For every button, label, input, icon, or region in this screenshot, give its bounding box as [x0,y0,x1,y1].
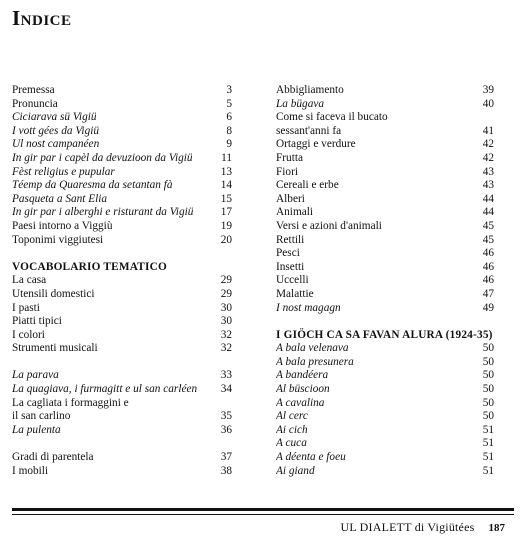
toc-entry-title: Uccelli [276,274,309,287]
toc-entry-page: 44 [482,206,494,219]
toc-entry-page: 32 [220,328,232,341]
toc-entry-title: Paesi intorno a Viggiù [12,219,113,232]
toc-entry-page: 6 [226,111,232,124]
toc-entry-title: Al cerc [276,410,308,423]
toc-entry-page: 40 [482,97,494,110]
footer-rule-thin [12,514,514,515]
toc-entry-title: Pasqueta a Sant Elia [12,192,108,205]
toc-entry-title: I mobili [12,464,49,477]
toc-entry-page: 9 [226,138,232,151]
toc-entry [12,166,232,180]
toc-entry [276,111,494,125]
toc-entry [12,98,232,112]
toc-entry-page: 38 [220,464,232,477]
toc-entry-title: Alberi [276,192,305,205]
toc-entry [276,166,494,180]
toc-entry-page: 41 [482,124,494,137]
toc-entry-page: 20 [220,233,232,246]
toc-entry-page: 43 [482,165,494,178]
toc-entry-title: I pasti [12,301,40,314]
toc-entry [276,410,494,424]
toc-entry [276,451,494,465]
toc-entry [276,247,494,261]
toc-entry-page: 39 [482,84,494,96]
toc-entry [276,98,494,112]
toc-entry-title: Ciciarava sü Vigiü [12,111,97,124]
toc-entry-title: Ai cich [276,423,308,436]
toc-entry-title: Insetti [276,260,305,273]
toc-entry-page: 50 [482,369,494,382]
toc-entry-page: 29 [220,274,232,287]
toc-entry-page: 3 [226,84,232,96]
toc-entry [276,465,494,479]
toc-entry-title: La bügava [276,97,325,110]
toc-entry-title: La pulenta [12,423,61,436]
toc-entry-title: Abbigliamento [276,84,344,96]
toc-entry-title: sessant'anni fa [276,124,342,137]
toc-entry [12,451,232,465]
toc-entry [276,206,494,220]
toc-entry [12,397,232,411]
toc-entry [12,329,232,343]
toc-entry [12,302,232,316]
toc-entry-title: Frutta [276,151,303,164]
toc-entry [12,342,232,356]
toc-entry-page: 8 [226,124,232,137]
toc-entry-page: 50 [482,355,494,368]
toc-entry-title: I nost magagn [276,301,341,314]
toc-entry [276,369,494,383]
toc-entry-title: Fiori [276,165,298,178]
toc-entry-title: La quagiava, i furmagitt e ul san carléen [12,383,198,396]
toc-entry-page: 51 [482,437,494,450]
toc-entry-page: 45 [482,233,494,246]
toc-entry-title: A bala velenava [276,342,349,355]
toc-spacer [12,437,232,451]
toc-entry [276,302,494,316]
toc-entry-page: 30 [220,301,232,314]
toc-entry-title: A bala presunera [276,355,354,368]
toc-entry [12,138,232,152]
toc-entry [276,261,494,275]
toc-entry [12,193,232,207]
toc-entry-title: Strumenti musicali [12,342,98,355]
toc-entry [276,84,494,98]
toc-entry-page: 51 [482,423,494,436]
toc-entry-page: 15 [220,192,232,205]
toc-entry [12,125,232,139]
toc-spacer [12,356,232,370]
toc-left-column [12,84,232,478]
page-footer [341,520,505,535]
toc-entry [276,342,494,356]
toc-entry-page: 32 [220,342,232,355]
toc-entry-page: 43 [482,179,494,192]
toc-entry-title: Gradi di parentela [12,451,94,464]
toc-entry [12,111,232,125]
toc-entry [12,424,232,438]
toc-entry [12,234,232,248]
toc-entry-title: Ai giand [276,464,315,477]
toc-entry-page: 51 [482,451,494,464]
toc-entry-page: 34 [220,383,232,396]
toc-entry-page: 37 [220,451,232,464]
toc-entry [276,356,494,370]
footer-rule-thick [12,508,514,511]
toc-entry-title: Rettili [276,233,305,246]
toc-right-column [276,84,494,478]
toc-entry-page: 42 [482,138,494,151]
toc-entry-page: 47 [482,287,494,300]
toc-entry-page: 44 [482,192,494,205]
toc-entry-title: Come si faceva il bucato [276,111,388,124]
toc-entry-page: 46 [482,274,494,287]
toc-entry-page: 14 [220,179,232,192]
toc-entry-title: A cuca [276,437,307,450]
footer-book-title: UL DIALETT di Vigiütées [340,520,475,534]
toc-entry-title: La cagliata i formaggini e [12,396,129,409]
toc-entry [12,465,232,479]
toc-entry [12,369,232,383]
toc-spacer [12,247,232,261]
toc-entry-title: La casa [12,274,47,287]
toc-entry [276,138,494,152]
toc-entry [12,152,232,166]
toc-entry [276,288,494,302]
toc-entry-page: 29 [220,287,232,300]
toc-entry [276,397,494,411]
toc-entry-title: Al büscioon [276,383,330,396]
toc-entry-title: Premessa [12,84,55,96]
toc-entry [12,383,232,397]
toc-entry-title: Malattie [276,287,314,300]
toc-entry-title: In gir par i alberghi e risturant da Vigiü [12,206,194,219]
toc-entry-page: 50 [482,410,494,423]
toc-entry-page: 13 [220,165,232,178]
toc-entry-title: Ortaggi e verdure [276,138,356,151]
toc-entry-title: Fèst religius e pupular [12,165,115,178]
toc-entry-title: A déenta e foeu [276,451,346,464]
toc-entry [12,288,232,302]
toc-entry [276,424,494,438]
toc-entry-title: Pesci [276,247,300,260]
footer-page-number: 187 [488,522,505,534]
toc-entry-page: 5 [226,97,232,110]
toc-entry-page: 46 [482,260,494,273]
toc-entry-page: 50 [482,396,494,409]
toc-entry [276,193,494,207]
toc-entry [12,220,232,234]
toc-entry [276,274,494,288]
toc-entry-title: Cereali e erbe [276,179,339,192]
toc-entry-page: 51 [482,464,494,477]
toc-entry-title: Ul nost campanéen [12,138,100,151]
toc-entry-title: il san carlino [12,410,71,423]
toc-entry [276,437,494,451]
toc-entry [12,274,232,288]
toc-entry-title: I vott gées da Vigiü [12,124,100,137]
toc-section-heading: VOCABOLARIO TEMATICO [12,260,167,273]
toc-entry-title: Toponimi viggiutesi [12,233,104,246]
toc-entry [276,383,494,397]
page-title: Indice [12,6,72,30]
toc-entry-title: Versi e azioni d'animali [276,219,382,232]
toc-entry [276,234,494,248]
toc-spacer [276,315,494,329]
toc-entry-title: La parava [12,369,59,382]
toc-entry-page: 42 [482,151,494,164]
toc-entry-title: Animali [276,206,314,219]
toc-entry-page: 33 [220,369,232,382]
toc-entry-title: Pronuncia [12,97,58,110]
toc-entry [12,315,232,329]
toc-entry-page: 19 [220,219,232,232]
toc-entry [276,152,494,166]
toc-entry-title: Téemp da Quaresma da setantan fà [12,179,173,192]
toc-entry-title: I colori [12,328,45,341]
toc-entry-page: 50 [482,342,494,355]
toc-entry-title: A bandéera [276,369,329,382]
toc-entry [12,84,232,98]
toc-entry-page: 35 [220,410,232,423]
toc-entry-page: 30 [220,315,232,328]
toc-entry [12,179,232,193]
toc-entry [12,206,232,220]
toc-entry-page: 17 [220,206,232,219]
toc-entry [276,125,494,139]
toc-entry [276,179,494,193]
toc-entry-page: 50 [482,383,494,396]
toc-entry-title: Utensili domestici [12,287,95,300]
toc-entry-title: In gir par i capèl da devuzioon da Vigiü [12,151,193,164]
toc-entry-page: 46 [482,247,494,260]
toc-entry-page: 45 [482,219,494,232]
toc-entry-title: Piatti tipici [12,315,62,328]
toc-entry-page: 49 [482,301,494,314]
toc-entry-page: 11 [221,151,232,164]
toc-entry-title: A cavalina [276,396,325,409]
toc-entry [12,410,232,424]
toc-section-heading: I GIÖCH CA SA FAVAN ALURA (1924-35) [276,328,493,341]
toc-entry [276,220,494,234]
toc-entry-page: 36 [220,423,232,436]
